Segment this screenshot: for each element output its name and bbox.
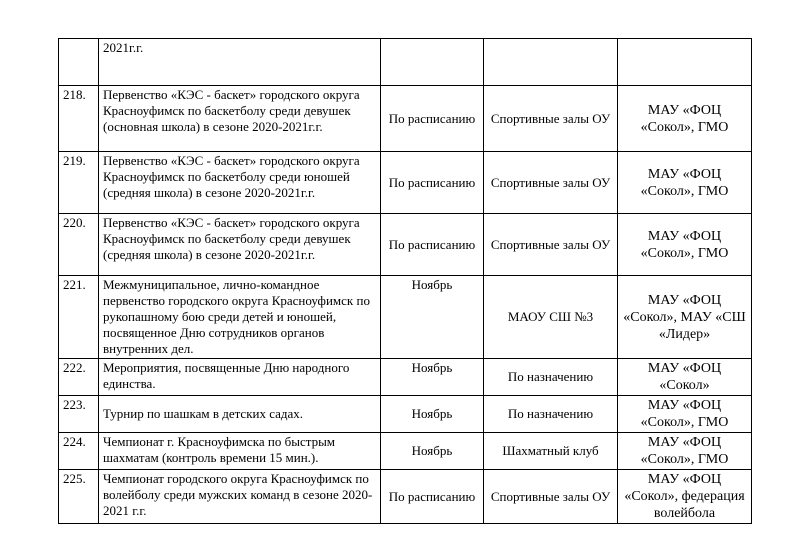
event-name: Чемпионат г. Красноуфимска по быстрым шахматам (контроль времени 15 мин.).: [99, 433, 381, 470]
table-row: [59, 433, 752, 470]
row-number: 220.: [59, 214, 99, 276]
event-responsible: МАУ «ФОЦ «Сокол», ГМО: [618, 152, 752, 214]
event-name: 2021г.г.: [99, 39, 381, 86]
event-place: По назначению: [484, 359, 618, 396]
event-responsible: МАУ «ФОЦ «Сокол», федерация волейбола: [618, 470, 752, 524]
event-name: Первенство «КЭС - баскет» городского округа Красноуфимск по баскетболу среди девушек (средняя школа) в сезоне 2020-2021г.г.: [99, 214, 381, 276]
event-place: По назначению: [484, 396, 618, 433]
event-responsible: МАУ «ФОЦ «Сокол»: [618, 359, 752, 396]
event-place: Спортивные залы ОУ: [484, 214, 618, 276]
table-row: [59, 396, 752, 433]
event-date: По расписанию: [381, 214, 484, 276]
event-place: Спортивные залы ОУ: [484, 152, 618, 214]
event-date: Ноябрь: [381, 359, 484, 396]
row-number: 223.: [59, 396, 99, 433]
table-row: [59, 470, 752, 524]
row-number: 218.: [59, 86, 99, 152]
row-number: 219.: [59, 152, 99, 214]
row-number: 225.: [59, 470, 99, 524]
event-place: МАОУ СШ №3: [484, 276, 618, 359]
event-date: По расписанию: [381, 86, 484, 152]
table-row: [59, 359, 752, 396]
event-date: По расписанию: [381, 152, 484, 214]
event-place: Спортивные залы ОУ: [484, 86, 618, 152]
event-date: Ноябрь: [381, 276, 484, 359]
table-row: [59, 214, 752, 276]
row-number: 222.: [59, 359, 99, 396]
event-date: [381, 39, 484, 86]
event-responsible: МАУ «ФОЦ «Сокол», ГМО: [618, 214, 752, 276]
table-row: [59, 39, 752, 86]
table-row: [59, 276, 752, 359]
event-name: Межмуниципальное, лично-командное первенство городского округа Красноуфимск по рукопашному бою среди детей и юношей, посвященное Дню сотрудников органов внутренних дел.: [99, 276, 381, 359]
event-responsible: МАУ «ФОЦ «Сокол», ГМО: [618, 86, 752, 152]
event-date: Ноябрь: [381, 433, 484, 470]
events-table: [58, 38, 752, 524]
row-number: 221.: [59, 276, 99, 359]
table-row: [59, 86, 752, 152]
event-name: Первенство «КЭС - баскет» городского округа Красноуфимск по баскетболу среди юношей (средняя школа) в сезоне 2020-2021г.г.: [99, 152, 381, 214]
event-date: По расписанию: [381, 470, 484, 524]
event-responsible: МАУ «ФОЦ «Сокол», ГМО: [618, 396, 752, 433]
event-date: Ноябрь: [381, 396, 484, 433]
event-place: [484, 39, 618, 86]
row-number: [59, 39, 99, 86]
event-responsible: МАУ «ФОЦ «Сокол», ГМО: [618, 433, 752, 470]
row-number: 224.: [59, 433, 99, 470]
event-responsible: МАУ «ФОЦ «Сокол», МАУ «СШ «Лидер»: [618, 276, 752, 359]
event-name: Мероприятия, посвященные Дню народного единства.: [99, 359, 381, 396]
event-name: Первенство «КЭС - баскет» городского округа Красноуфимск по баскетболу среди девушек (основная школа) в сезоне 2020-2021г.г.: [99, 86, 381, 152]
event-name: Чемпионат городского округа Красноуфимск по волейболу среди мужских команд в сезоне 2020-2021 г.г.: [99, 470, 381, 524]
event-place: Спортивные залы ОУ: [484, 470, 618, 524]
table-row: [59, 152, 752, 214]
event-name: Турнир по шашкам в детских садах.: [99, 396, 381, 433]
event-place: Шахматный клуб: [484, 433, 618, 470]
event-responsible: [618, 39, 752, 86]
